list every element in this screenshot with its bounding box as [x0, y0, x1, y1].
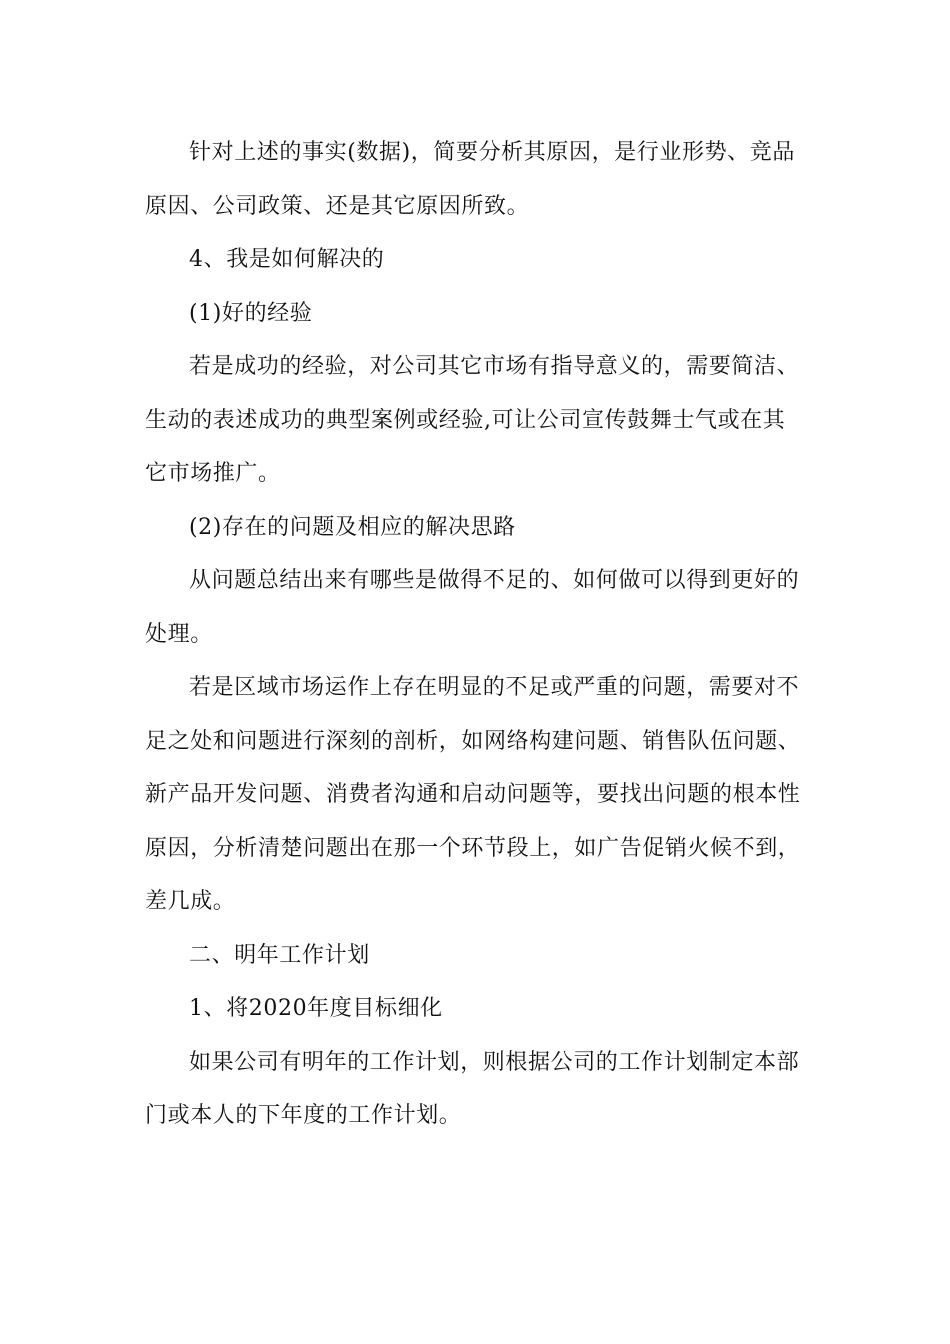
paragraph-cause-analysis: 针对上述的事实(数据)，简要分析其原因，是行业形势、竞品原因、公司政策、还是其它原因所致。 — [145, 140, 795, 219]
subheading-good-experience: (1)好的经验 — [189, 300, 313, 326]
subheading-refine-targets: 1、将2020年度目标细化 — [189, 996, 443, 1021]
heading-how-resolved: 4、我是如何解决的 — [189, 247, 385, 272]
paragraph-work-plan: 如果公司有明年的工作计划，则根据公司的工作计划制定本部门或本人的下年度的工作计划。 — [145, 1049, 800, 1128]
paragraph-serious-problems: 若是区域市场运作上存在明显的不足或严重的问题，需要对不足之处和问题进行深刻的剖析，如网络构建问题、销售队伍问题、新产品开发问题、消费者沟通和启动问题等，要找出问题的根本性原因，分析清楚问题出在那一个环节段上，如广告促销火候不到，差几成。 — [145, 675, 801, 914]
paragraph-shortcomings: 从问题总结出来有哪些是做得不足的、如何做可以得到更好的处理。 — [145, 568, 800, 647]
paragraph-success-experience: 若是成功的经验，对公司其它市场有指导意义的，需要简洁、生动的表述成功的典型案例或经验,可让公司宣传鼓舞士气或在其它市场推广。 — [145, 354, 800, 486]
subheading-problems-solutions: (2)存在的问题及相应的解决思路 — [189, 514, 516, 540]
heading-next-year-plan: 二、明年工作计划 — [189, 942, 370, 968]
document-body — [145, 126, 807, 1143]
